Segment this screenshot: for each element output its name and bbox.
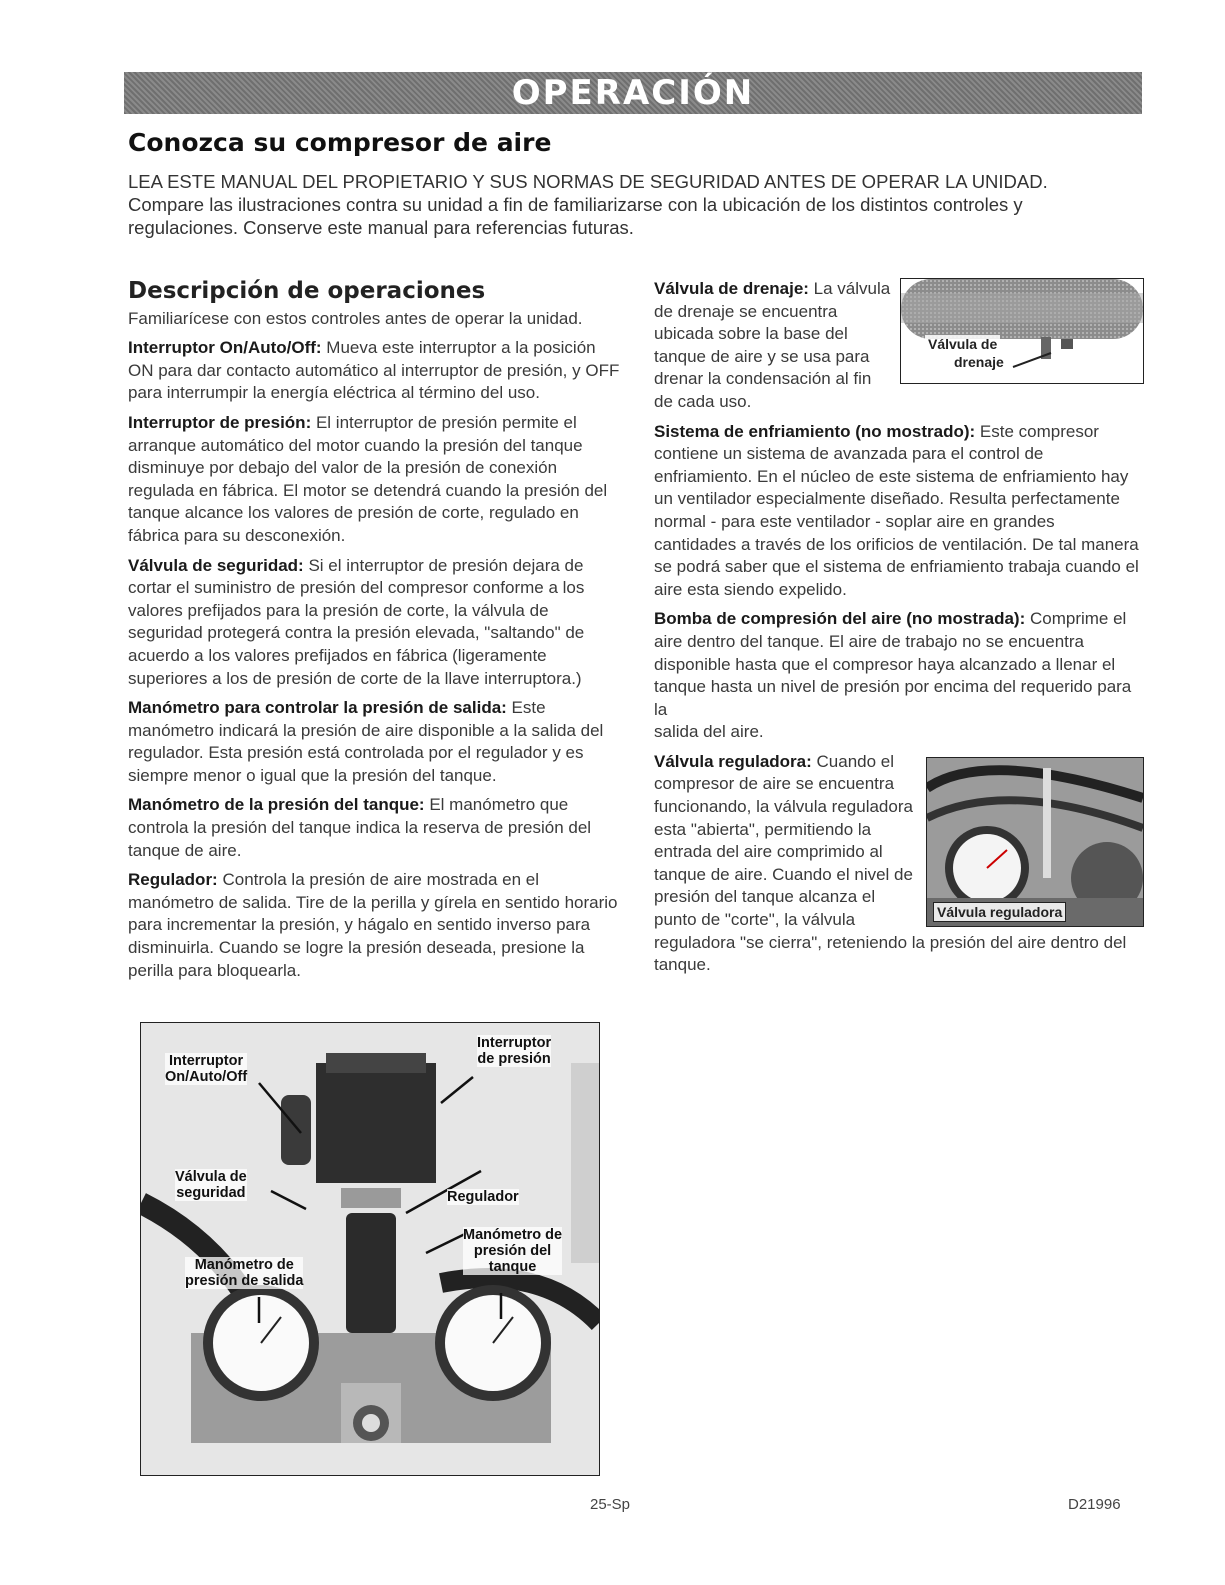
intro-warning: LEA ESTE MANUAL DEL PROPIETARIO Y SUS NORMAS DE SEGURIDAD ANTES DE OPERAR LA UNIDAD. (128, 171, 1048, 192)
label-onoff-switch (165, 1053, 247, 1085)
item-term: Regulador: (128, 870, 218, 890)
label-line: Manómetro de (463, 1227, 563, 1243)
label-line: Válvula de (175, 1169, 247, 1185)
item-cooling-system (654, 421, 1140, 602)
item-pressure-switch (128, 412, 620, 548)
item-pump (654, 608, 1140, 721)
regulator-valve-illustration (927, 758, 1143, 926)
item-term: Interruptor On/Auto/Off: (128, 338, 322, 358)
item-text: Este compresor contiene un sistema de avanzada para el control de enfriamiento. En el núcleo de este sistema de enfriamiento hay un ventilador especialmente diseñado. Resulta perfectamente normal - para este ventilador - soplar aire en grandes cantidades a través de los orificios de ventilación. De tal manera se podrá saber que el sistema de enfriamiento trabaja cuando el aire esta siendo expelido. (654, 421, 1139, 599)
item-text: La válvula de drenaje se encuentra ubicada sobre la base del tanque de aire y se usa para drenar la condensación al fin de cada uso. (654, 279, 891, 411)
drain-valve-label-2: drenaje (951, 353, 1007, 371)
item-text: El interruptor de presión permite el arranque automático del motor cuando la presión del tanque disminuye por debajo del valor de la presión de conexión regulada en fábrica. El motor se detendrá cuando la presión del tanque alcance los valores de presión de corte, regulado en fábrica para su desconexión. (128, 412, 608, 545)
label-line: de presión (477, 1051, 551, 1067)
label-line: Interruptor (477, 1035, 552, 1051)
label-pressure-switch (477, 1035, 551, 1067)
label-line: tanque (488, 1259, 537, 1275)
item-regulator (128, 869, 620, 982)
item-term: Interruptor de presión: (128, 412, 312, 432)
item-outlet-gauge (128, 697, 620, 787)
left-column (128, 280, 620, 989)
item-term: Válvula de seguridad: (128, 555, 304, 575)
operations-heading: Descripción de operaciones (128, 278, 486, 304)
item-term: Válvula de drenaje: (654, 279, 809, 298)
item-term: Bomba de compresión del aire (no mostrada): (654, 609, 1026, 629)
label-tank-gauge (463, 1227, 562, 1275)
label-line: On/Auto/Off (165, 1069, 248, 1085)
label-line: presión de salida (185, 1273, 304, 1289)
label-line: Manómetro de (194, 1257, 294, 1273)
item-text: Cuando el compresor de aire se encuentra funcionando, la válvula reguladora esta "abierta", permitiendo la entrada del aire comprimido al tanque de aire. Cuando el nivel de presión del tanque alcanza el punto de "corte", la válvula reguladora "se cierra", reteniendo la presión del aire dentro del tanque. (654, 751, 1127, 975)
label-line: presión del (473, 1243, 552, 1259)
intro-block (128, 170, 1128, 239)
item-term: Válvula reguladora: (654, 751, 812, 771)
compressor-controls-photo (140, 1022, 600, 1476)
item-text: Mueva este interruptor a la posición ON para dar contacto automático al interruptor de presión, y OFF para interrumpir la energía eléctrica al término del uso. (128, 338, 620, 403)
intro-text: Compare las ilustraciones contra su unidad a fin de familiarizarse con la ubicación de los distintos controles y regulaciones. Conserve este manual para referencias futuras. (128, 194, 1023, 238)
document-code: D21996 (1068, 1496, 1121, 1513)
label-line: Interruptor (169, 1053, 244, 1069)
item-text: Controla la presión de aire mostrada en el manómetro de salida. Tire de la perilla y gírela en sentido horario para incrementar la presión, y hágalo en sentido inverso para disminuirla. Cuando se logre la presión deseada, presione la perilla para bloquearla. (128, 870, 618, 980)
item-safety-valve (128, 555, 620, 691)
label-safety-valve (175, 1169, 247, 1201)
operations-lead: Familiarícese con estos controles antes de operar la unidad. (128, 308, 583, 328)
drain-valve-label-1: Válvula de (925, 335, 1000, 353)
item-text: Comprime el aire dentro del tanque. El aire de trabajo no se encuentra disponible hasta que el compresor haya alcanzado a llenar el tanque hasta un nivel de presión por encima del requerido para la (654, 609, 1132, 719)
section-banner (124, 72, 1142, 114)
page-title: Conozca su compresor de aire (128, 128, 552, 157)
item-pump-cont: salida del aire. (654, 722, 764, 742)
label-regulator: Regulador (447, 1189, 519, 1205)
regulator-valve-photo (926, 757, 1144, 927)
item-text: Si el interruptor de presión dejara de cortar el suministro de presión del compresor conforme a los valores prefijados para la presión de corte, la válvula de seguridad protegerá contra la presión elevada, "saltando" de acuerdo a los valores prefijados en fábrica (ligeramente superiores a los de presión de corte de la llave interruptora.) (128, 555, 585, 688)
item-term: Manómetro para controlar la presión de salida: (128, 698, 507, 718)
page-number: 25-Sp (590, 1496, 631, 1513)
right-column (654, 278, 1140, 984)
label-line: seguridad (176, 1185, 246, 1201)
item-onoff (128, 337, 620, 405)
drain-valve-photo (900, 278, 1144, 384)
drain-valve-illustration (901, 279, 1143, 383)
item-text: El manómetro que controla la presión del tanque indica la reserva de presión del tanque de aire. (128, 795, 592, 860)
item-term: Sistema de enfriamiento (no mostrado): (654, 421, 976, 441)
item-text: Este manómetro indicará la presión de aire disponible a la salida del regulador. Esta presión está controlada por el regulador y es siempre menor o igual que la presión del tanque. (128, 698, 604, 785)
item-term: Manómetro de la presión del tanque: (128, 795, 425, 815)
label-outlet-gauge (185, 1257, 303, 1289)
item-tank-gauge (128, 794, 620, 862)
regulator-valve-label: Válvula reguladora (933, 902, 1066, 922)
banner-title: OPERACIÓN (511, 73, 755, 113)
